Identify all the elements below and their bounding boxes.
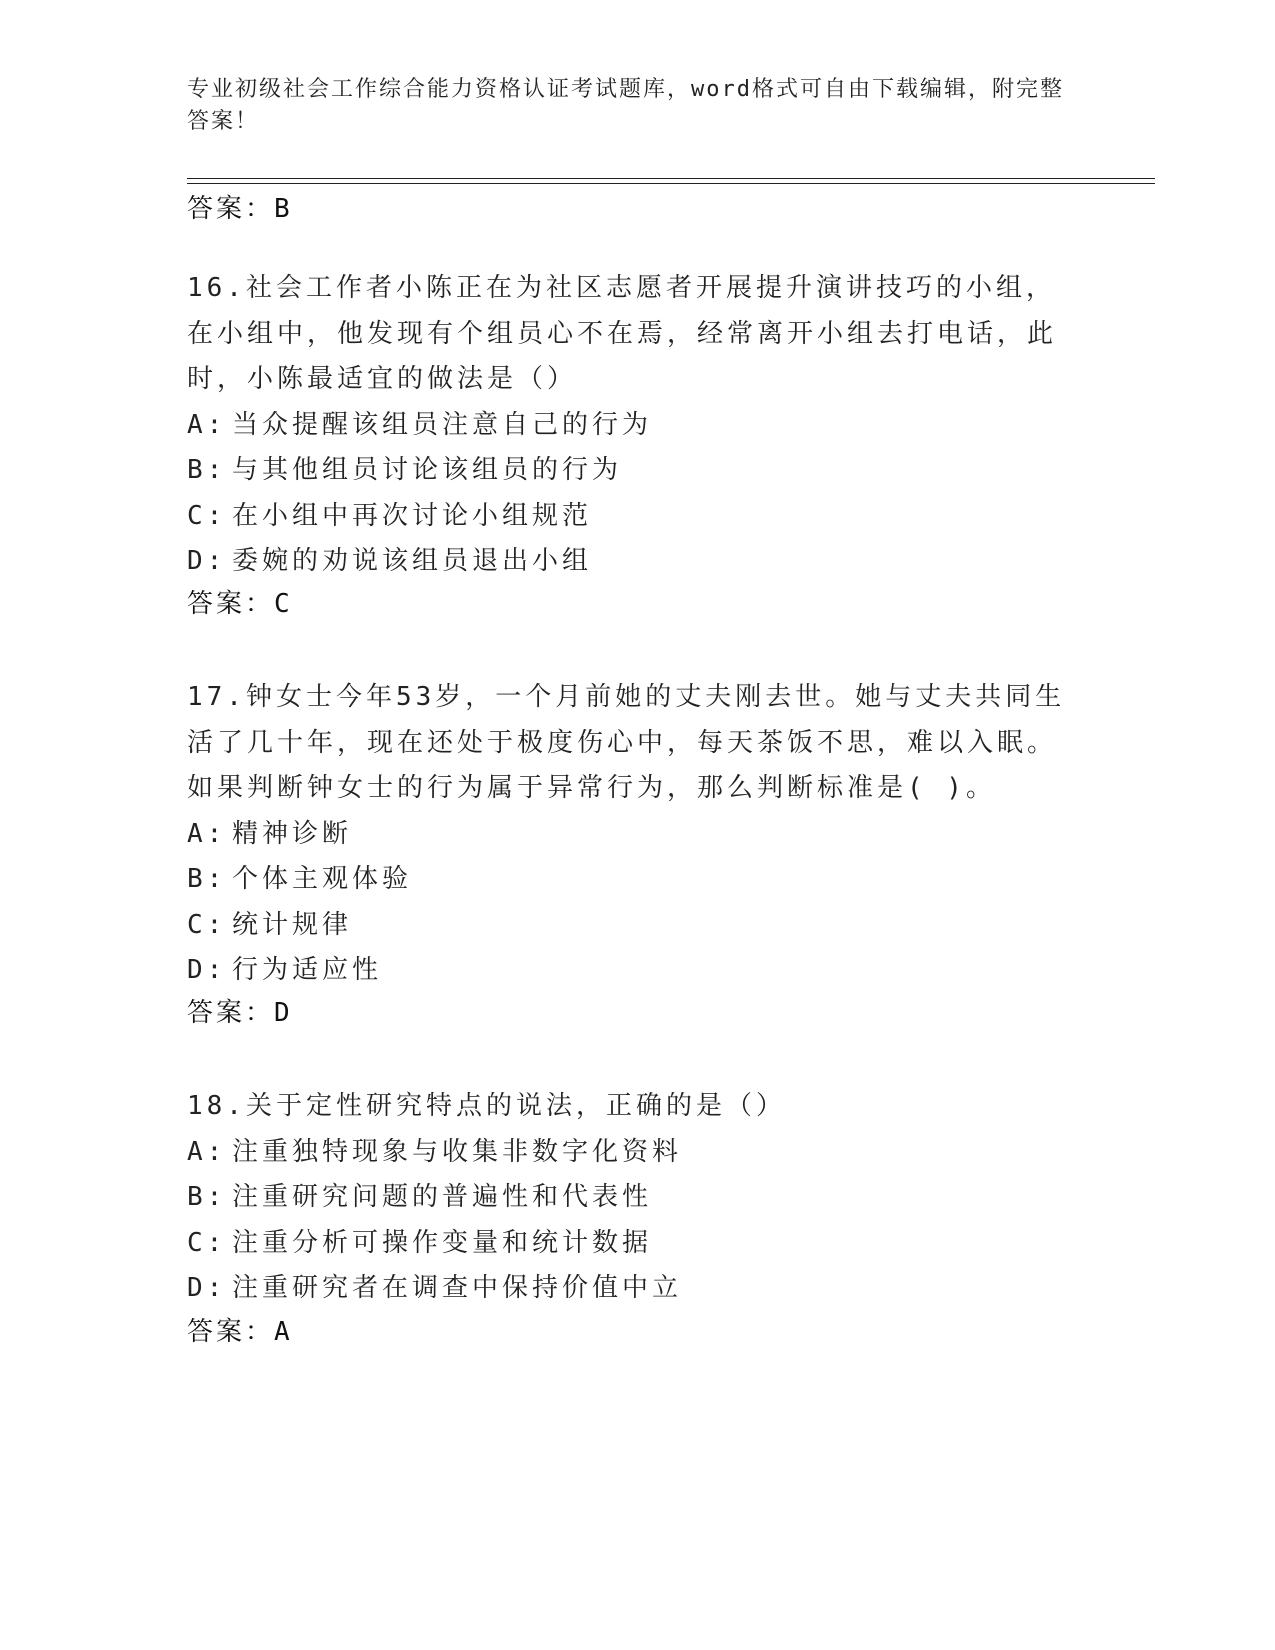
option-d: [187, 948, 1067, 994]
header-divider-top: [187, 178, 1155, 179]
option-text: 委婉的劝说该组员退出小组: [232, 546, 593, 576]
question-18: [187, 1084, 1067, 1312]
question-16: [187, 266, 1067, 585]
option-letter: C:: [187, 1227, 227, 1258]
question-stem: 18.关于定性研究特点的说法，正确的是（）: [187, 1091, 786, 1121]
answer-line: 答案：D: [187, 998, 293, 1028]
option-a: [187, 812, 1067, 858]
option-c: [187, 494, 1067, 540]
option-letter: A:: [187, 818, 227, 849]
option-letter: D:: [187, 1273, 227, 1303]
option-d: [187, 1266, 1067, 1312]
option-text: 注重独特现象与收集非数字化资料: [232, 1136, 683, 1167]
option-c: [187, 903, 1067, 949]
option-text: 注重研究者在调查中保持价值中立: [232, 1273, 683, 1303]
option-text: 当众提醒该组员注意自己的行为: [232, 409, 653, 440]
option-a: [187, 403, 1067, 449]
question-stem: 17.钟女士今年53岁，一个月前她的丈夫刚去世。她与丈夫共同生活了几十年，现在还处于极度伤心中，每天茶饭不思，难以入眠。如果判断钟女士的行为属于异常行为，那么判断标准是( )。: [187, 682, 1066, 803]
header-divider-bottom: [187, 183, 1155, 184]
question-stem: 16.社会工作者小陈正在为社区志愿者开展提升演讲技巧的小组，在小组中，他发现有个组员心不在焉，经常离开小组去打电话，此时，小陈最适宜的做法是（）: [187, 273, 1058, 394]
option-letter: A:: [187, 1136, 227, 1167]
option-b: [187, 448, 1067, 494]
answer-line: 答案：C: [187, 589, 293, 619]
option-letter: C:: [187, 909, 227, 940]
option-b: [187, 1175, 1067, 1221]
option-letter: B:: [187, 455, 227, 485]
option-letter: C:: [187, 500, 227, 531]
option-c: [187, 1221, 1067, 1267]
option-letter: D:: [187, 955, 227, 985]
question-17: [187, 675, 1067, 994]
option-d: [187, 539, 1067, 585]
option-text: 统计规律: [232, 909, 353, 940]
option-text: 注重分析可操作变量和统计数据: [232, 1227, 653, 1258]
answer-line: 答案：A: [187, 1317, 293, 1347]
option-text: 行为适应性: [232, 955, 383, 985]
option-text: 注重研究问题的普遍性和代表性: [232, 1182, 653, 1212]
option-letter: D:: [187, 546, 227, 576]
option-letter: B:: [187, 1182, 227, 1212]
option-a: [187, 1130, 1067, 1176]
option-text: 与其他组员讨论该组员的行为: [232, 455, 623, 485]
option-text: 个体主观体验: [232, 864, 413, 894]
option-b: [187, 857, 1067, 903]
page-header: 专业初级社会工作综合能力资格认证考试题库，word格式可自由下载编辑，附完整答案！: [187, 77, 1064, 134]
option-letter: A:: [187, 409, 227, 440]
answer-line: 答案：B: [187, 194, 293, 224]
option-text: 在小组中再次讨论小组规范: [232, 500, 593, 531]
option-text: 精神诊断: [232, 818, 353, 849]
option-letter: B:: [187, 864, 227, 894]
